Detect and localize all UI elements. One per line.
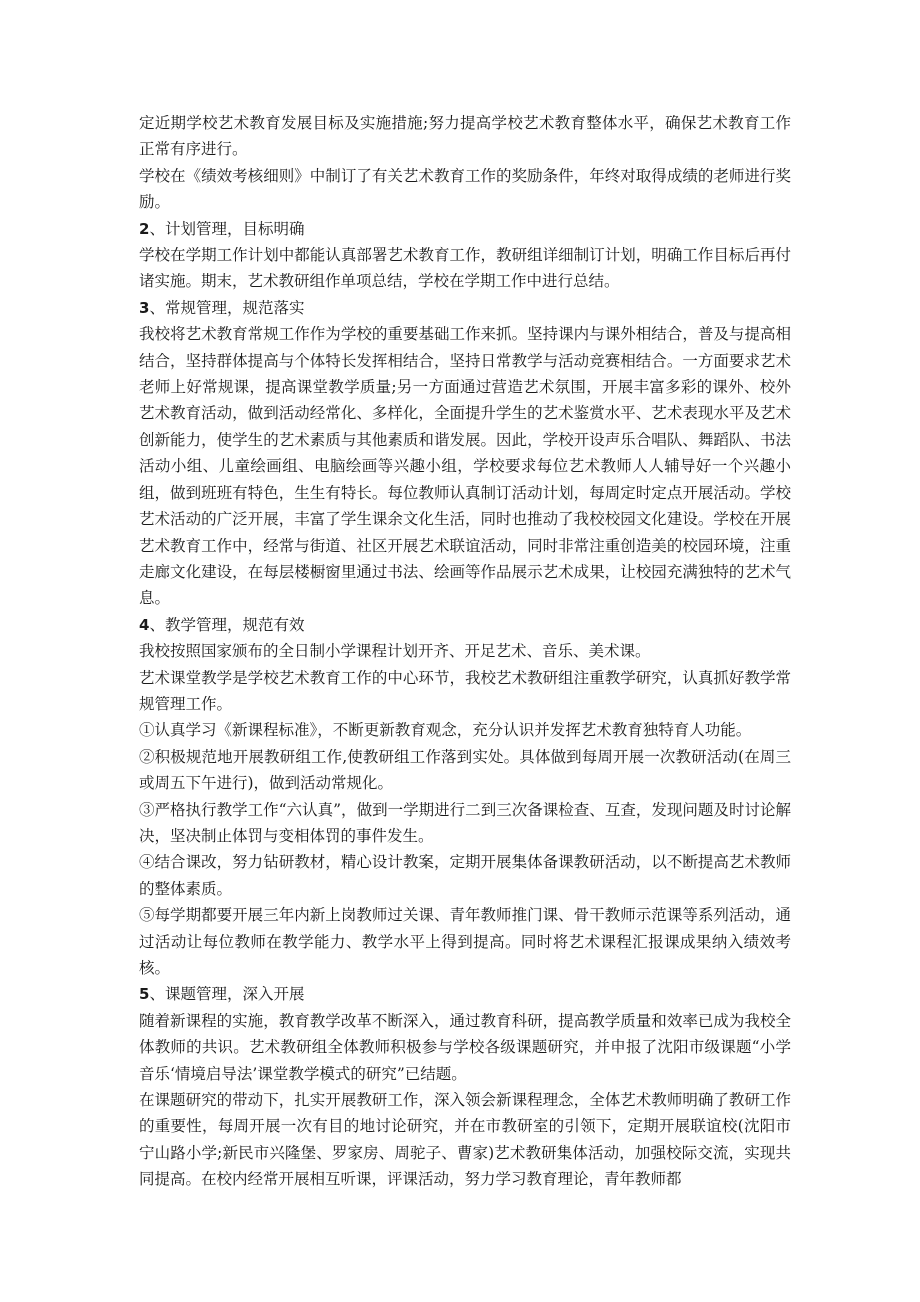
section-heading	[139, 295, 791, 321]
paragraph: 我校按照国家颁布的全日制小学课程计划开齐、开足艺术、音乐、美术课。	[139, 642, 651, 661]
section-heading	[139, 216, 791, 242]
section-number: 5	[139, 985, 150, 1004]
document-page	[139, 110, 791, 1193]
section-title: 、教学管理，规范有效	[149, 615, 305, 634]
paragraph: 随着新课程的实施，教育教学改革不断深入，通过教育科研，提高教学质量和效率已成为我校全体教师的共识。艺术教研组全体教师积极参与学校各级课题研究，并申报了沈阳市级课题“小学音乐‘情境启导法’课堂教学模式的研究”已结题。	[139, 1011, 791, 1083]
paragraph: ③严格执行教学工作“六认真”，做到一学期进行二到三次备课检查、互查，发现问题及时讨论解决，坚决制止体罚与变相体罚的事件发生。	[139, 800, 791, 845]
section-number: 2	[139, 219, 150, 238]
paragraph: 艺术课堂教学是学校艺术教育工作的中心环节，我校艺术教研组注重教学研究，认真抓好教学常规管理工作。	[139, 668, 791, 713]
section-number: 4	[139, 615, 150, 634]
paragraph: ④结合课改，努力钻研教材，精心设计教案，定期开展集体备课教研活动，以不断提高艺术教师的整体素质。	[139, 853, 791, 898]
paragraph: ①认真学习《新课程标准》，不断更新教育观念，充分认识并发挥艺术教育独特育人功能。	[139, 721, 752, 740]
paragraph: 我校将艺术教育常规工作作为学校的重要基础工作来抓。坚持课内与课外相结合，普及与提高相结合，坚持群体提高与个体特长发挥相结合，坚持日常教学与活动竞赛相结合。一方面要求艺术老师上好常规课，提高课堂教学质量;另一方面通过营造艺术氛围，开展丰富多彩的课外、校外艺术教育活动，做到活动经常化、多样化，全面提升学生的艺术鉴赏水平、艺术表现水平及艺术创新能力，使学生的艺术素质与其他素质和谐发展。因此，学校开设声乐合唱队、舞蹈队、书法活动小组、儿童绘画组、电脑绘画等兴趣小组，学校要求每位艺术教师人人辅导好一个兴趣小组，做到班班有特色，生生有特长。每位教师认真制订活动计划，每周定时定点开展活动。学校艺术活动的广泛开展，丰富了学生课余文化生活，同时也推动了我校校园文化建设。学校在开展艺术教育工作中，经常与街道、社区开展艺术联谊活动，同时非常注重创造美的校园环境，注重走廊文化建设，在每层楼橱窗里通过书法、绘画等作品展示艺术成果，让校园充满独特的艺术气息。	[139, 325, 791, 608]
section-heading	[139, 981, 791, 1007]
section-title: 、常规管理，规范落实	[149, 298, 305, 317]
paragraph: 在课题研究的带动下，扎实开展教研工作，深入领会新课程理念，全体艺术教师明确了教研工作的重要性，每周开展一次有目的地讨论研究，并在市教研室的引领下，定期开展联谊校(沈阳市宁山路小学;新民市兴隆堡、罗家房、周驼子、曹家)艺术教研集体活动，加强校际交流，实现共同提高。在校内经常开展相互听课，评课活动，努力学习教育理论，青年教师都	[139, 1091, 791, 1189]
section-number: 3	[139, 298, 150, 317]
section-title: 、课题管理，深入开展	[149, 985, 305, 1004]
section-heading	[139, 612, 791, 638]
paragraph: 定近期学校艺术教育发展目标及实施措施;努力提高学校艺术教育整体水平，确保艺术教育工作正常有序进行。	[139, 114, 791, 159]
paragraph: 学校在学期工作计划中都能认真部署艺术教育工作，教研组详细制订计划，明确工作目标后再付诸实施。期末，艺术教研组作单项总结，学校在学期工作中进行总结。	[139, 246, 791, 291]
paragraph: ②积极规范地开展教研组工作,使教研组工作落到实处。具体做到每周开展一次教研活动(在周三或周五下午进行)，做到活动常规化。	[139, 747, 791, 793]
section-title: 、计划管理，目标明确	[149, 219, 305, 238]
paragraph: 学校在《绩效考核细则》中制订了有关艺术教育工作的奖励条件，年终对取得成绩的老师进行奖励。	[139, 166, 791, 212]
paragraph: ⑤每学期都要开展三年内新上岗教师过关课、青年教师推门课、骨干教师示范课等系列活动，通过活动让每位教师在教学能力、教学水平上得到提高。同时将艺术课程汇报课成果纳入绩效考核。	[139, 906, 791, 977]
